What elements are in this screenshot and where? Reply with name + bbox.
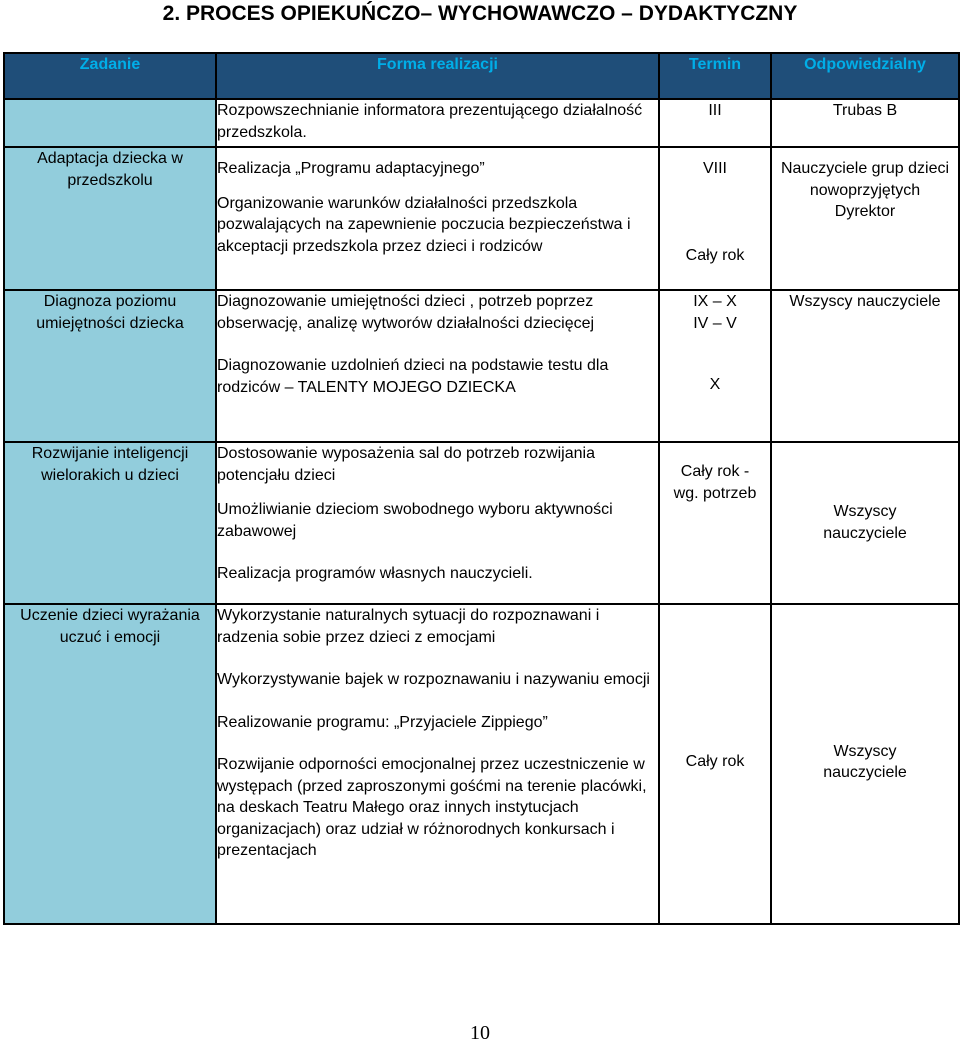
form-item: Rozpowszechnianie informatora prezentującego działalność przedszkola. [217,102,643,141]
form-item: Diagnozowanie uzdolnień dzieci na podstawie testu dla rodziców – TALENTY MOJEGO DZIECKA [217,357,609,396]
responsible-cell [771,147,959,290]
responsible-cell [771,99,959,147]
term-cell [659,290,771,442]
table-row [4,290,959,442]
task-cell: Adaptacja dziecka w przedszkolu [4,147,216,290]
task-cell: Diagnoza poziomu umiejętności dziecka [4,290,216,442]
column-header-term: Termin [659,53,771,99]
column-header-responsible: Odpowiedzialny [771,53,959,99]
term-item: III [708,102,722,119]
page-number: 10 [470,1022,490,1044]
form-cell [216,290,659,442]
term-cell [659,442,771,604]
table-row [4,442,959,604]
task-cell [4,99,216,147]
term-item: Cały rok - wg. potrzeb [673,463,757,502]
form-cell [216,442,659,604]
table-row [4,147,959,290]
table-header-row [4,53,959,99]
form-item: Wykorzystywanie bajek w rozpoznawaniu i nazywaniu emocji [217,671,650,688]
column-header-task: Zadanie [4,53,216,99]
form-item: Rozwijanie odporności emocjonalnej przez uczestniczenie w występach (przed zaproszonymi gośćmi na terenie placówki, na deskach Teatru Małego oraz innych instytucjach organizacjach) oraz udział w różnorodnych konkursach i prezentacjach [217,756,647,859]
form-cell [216,147,659,290]
responsible-item: Dyrektor [834,203,896,220]
form-item: Realizowanie programu: „Przyjaciele Zippiego” [217,713,548,731]
term-item: VIII [702,160,727,177]
form-item: Wykorzystanie naturalnych sytuacji do rozpoznawani i radzenia sobie przez dzieci z emocjami [217,607,600,646]
term-item: IX – X [693,293,737,310]
responsible-item: Wszyscy nauczyciele [789,293,941,310]
term-item: IV – V [693,314,737,332]
form-item: Realizacja programów własnych nauczycieli. [217,565,533,582]
responsible-item: Trubas B [832,102,898,119]
plan-table [3,52,960,925]
responsible-cell [771,290,959,442]
table-row [4,604,959,924]
form-item: Organizowanie warunków działalności przedszkola pozwalających na zapewnienie poczucia bezpieczeństwa i akceptacji przedszkola przez dzieci i rodziców [217,194,631,255]
responsible-cell [771,442,959,604]
form-item: Diagnozowanie umiejętności dzieci , potrzeb poprzez obserwację, analizę wytworów działalności dziecięcej [217,293,595,332]
page-heading: 2. PROCES OPIEKUŃCZO– WYCHOWAWCZO – DYDAKTYCZNY [162,2,798,25]
column-header-form: Forma realizacji [216,53,659,99]
term-item: Cały rok [685,246,745,264]
form-item: Umożliwianie dzieciom swobodnego wyboru aktywności zabawowej [217,501,613,540]
form-cell [216,99,659,147]
task-cell: Uczenie dzieci wyrażania uczuć i emocji [4,604,216,924]
term-cell [659,99,771,147]
term-item: X [709,376,721,393]
responsible-item: Wszyscy nauczyciele [823,742,907,781]
term-cell [659,147,771,290]
task-cell: Rozwijanie inteligencji wielorakich u dzieci [4,442,216,604]
responsible-item: Wszyscy nauczyciele [823,503,907,542]
form-item: Realizacja „Programu adaptacyjnego” [217,160,485,177]
form-cell [216,604,659,924]
form-item: Dostosowanie wyposażenia sal do potrzeb rozwijania potencjału dzieci [217,445,595,484]
term-cell [659,604,771,924]
responsible-cell [771,604,959,924]
responsible-item: Nauczyciele grup dzieci nowoprzyjętych [780,160,950,199]
table-row [4,99,959,147]
term-item: Cały rok [685,753,745,771]
